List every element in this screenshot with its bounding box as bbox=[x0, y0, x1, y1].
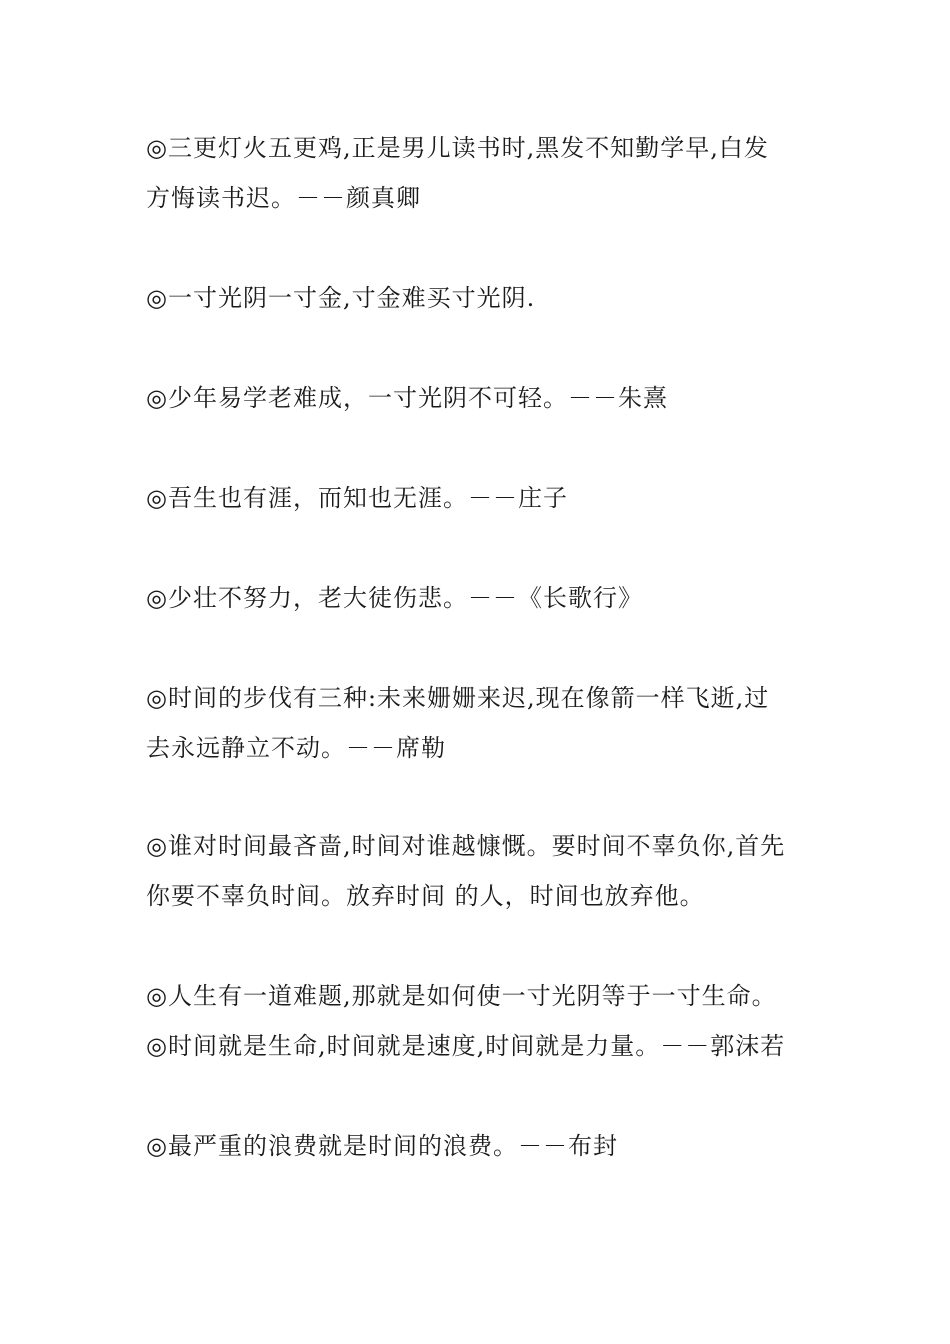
quote-line: ◎时间的步伐有三种:未来姗姗来迟,现在像箭一样飞逝,过 bbox=[146, 684, 770, 712]
quote-line: ◎少壮不努力，老大徒伤悲。－－《长歌行》 bbox=[146, 584, 643, 612]
quote-line: ◎少年易学老难成，一寸光阴不可轻。－－朱熹 bbox=[146, 384, 668, 412]
quote-line: 去永远静立不动。－－席勒 bbox=[146, 734, 446, 762]
quote-line: 方悔读书迟。－－颜真卿 bbox=[146, 184, 421, 212]
quote-line: ◎谁对时间最吝啬,时间对谁越慷慨。要时间不辜负你,首先 bbox=[146, 832, 786, 860]
quote-line: ◎一寸光阴一寸金,寸金难买寸光阴. bbox=[146, 284, 536, 312]
quote-line: ◎人生有一道难题,那就是如何使一寸光阴等于一寸生命。 bbox=[146, 982, 777, 1010]
quote-line: ◎最严重的浪费就是时间的浪费。－－布封 bbox=[146, 1132, 618, 1160]
quote-line: ◎吾生也有涯，而知也无涯。－－庄子 bbox=[146, 484, 568, 512]
quote-line: ◎时间就是生命,时间就是速度,时间就是力量。－－郭沫若 bbox=[146, 1032, 786, 1060]
quote-line: ◎三更灯火五更鸡,正是男儿读书时,黑发不知勤学早,白发 bbox=[146, 134, 769, 162]
quote-line: 你要不辜负时间。放弃时间 的人，时间也放弃他。 bbox=[146, 882, 705, 910]
